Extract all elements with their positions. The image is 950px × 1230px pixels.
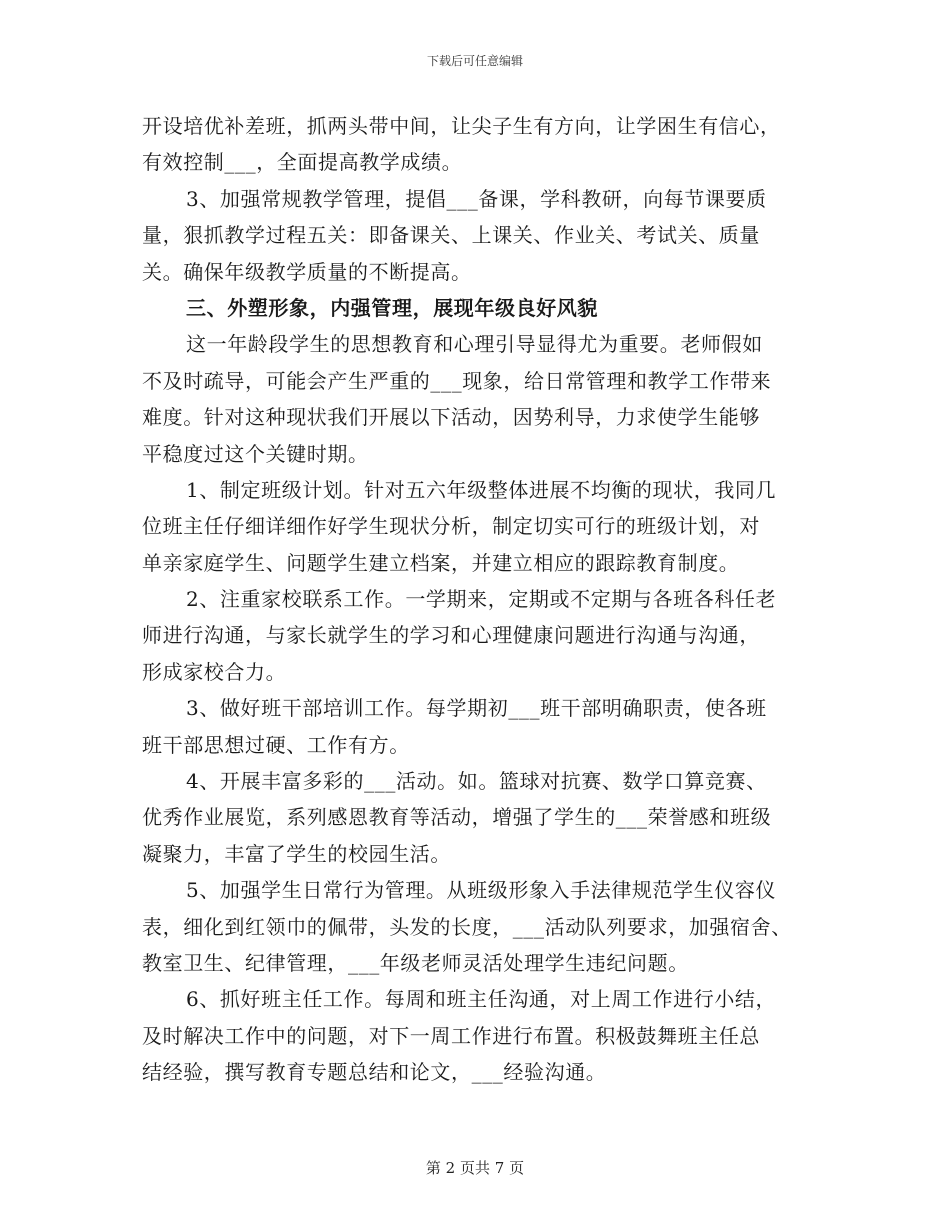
text-line: 量，狠抓教学过程五关：即备课关、上课关、作业关、考试关、质量: [142, 223, 760, 248]
text-line: 班干部思想过硬、工作有方。: [142, 732, 410, 757]
text-line: 开设培优补差班，抓两头带中间，让尖子生有方向，让学困生有信心，: [142, 114, 781, 138]
text-line: 不及时疏导，可能会产生严重的___现象，给日常管理和教学工作带来: [142, 368, 772, 393]
text-line: 形成家校合力。: [142, 659, 287, 684]
text-line: 师进行沟通，与家长就学生的学习和心理健康问题进行沟通与沟通，: [142, 623, 760, 648]
text-line: 平稳度过这个关键时期。: [142, 441, 369, 466]
text-line: 结经验，撰写教育专题总结和论文，___经验沟通。: [142, 1060, 607, 1085]
section-heading: 三、外塑形象，内强管理，展现年级良好风貌: [186, 295, 598, 320]
text-line: 表，细化到红领巾的佩带，头发的长度，___活动队列要求，加强宿舍、: [142, 914, 792, 939]
text-line: 1、制定班级计划。针对五六年级整体进展不均衡的现状，我同几: [186, 477, 777, 502]
text-line: 位班主任仔细详细作好学生现状分析，制定切实可行的班级计划，对: [142, 514, 760, 539]
page-header: 下载后可任意编辑: [426, 54, 523, 68]
text-line: 6、抓好班主任工作。每周和班主任沟通，对上周工作进行小结，: [186, 987, 777, 1012]
text-line: 有效控制___，全面提高教学成绩。: [142, 150, 463, 175]
text-line: 关。确保年级教学质量的不断提高。: [142, 259, 472, 284]
text-line: 2、注重家校联系工作。一学期来，定期或不定期与各班各科任老: [186, 587, 777, 612]
text-line: 单亲家庭学生、问题学生建立档案，并建立相应的跟踪教育制度。: [142, 550, 740, 575]
text-line: 4、开展丰富多彩的___活动。如。篮球对抗赛、数学口算竞赛、: [186, 769, 767, 794]
page-footer: 第 2 页共 7 页: [425, 1159, 525, 1177]
document-body: [142, 108, 822, 1091]
text-line: 凝聚力，丰富了学生的校园生活。: [142, 841, 451, 866]
text-line: 教室卫生、纪律管理，___年级老师灵活处理学生违纪问题。: [142, 950, 689, 975]
text-line: 难度。针对这种现状我们开展以下活动，因势利导，力求使学生能够: [142, 405, 760, 430]
text-line: 3、加强常规教学管理，提倡___备课，学科教研，向每节课要质: [186, 186, 767, 211]
text-line: 3、做好班干部培训工作。每学期初___班干部明确职责，使各班: [186, 696, 767, 721]
text-line: 这一年龄段学生的思想教育和心理引导显得尤为重要。老师假如: [186, 332, 763, 357]
text-line: 5、加强学生日常行为管理。从班级形象入手法律规范学生仪容仪: [186, 878, 777, 903]
text-line: 优秀作业展览，系列感恩教育等活动，增强了学生的___荣誉感和班级: [142, 805, 772, 830]
text-line: 及时解决工作中的问题，对下一周工作进行布置。积极鼓舞班主任总: [142, 1023, 760, 1048]
